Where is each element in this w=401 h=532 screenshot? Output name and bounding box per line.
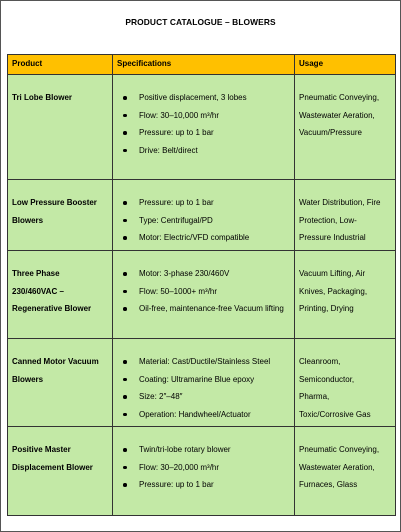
table-row [8,75,396,180]
spec-list [117,89,290,159]
usage-line: Toxic/Corrosive Gas [299,409,371,419]
specifications-cell [113,251,295,339]
usage-line: Pressure Industrial [299,233,366,243]
header-specifications: Specifications [113,55,295,75]
product-cell [8,339,113,427]
spec-item: Pressure: up to 1 bar [135,124,290,142]
product-name-line: Regenerative Blower [12,304,92,314]
usage-line: Wastewater Aeration, [299,462,375,472]
product-name-line: Blowers [12,374,44,384]
product-cell [8,427,113,516]
spec-item: Positive displacement, 3 lobes [135,89,290,107]
spec-item: Coating: Ultramarine Blue epoxy [135,371,290,389]
table-row [8,427,396,516]
usage-cell [295,251,396,339]
specifications-cell [113,75,295,180]
spec-item: Flow: 30–10,000 m³/hr [135,107,290,125]
product-name-line: Positive Master [12,445,71,454]
usage-line: Pneumatic Conveying, [299,93,380,102]
usage-cell [295,339,396,427]
document-title: PRODUCT CATALOGUE – BLOWERS [125,17,276,27]
product-cell [8,180,113,251]
product-cell [8,75,113,180]
product-name-line: Canned Motor Vacuum [12,357,99,366]
usage-line: Printing, Drying [299,304,354,314]
spec-list [117,353,290,423]
spec-item: Motor: Electric/VFD compatible [135,229,290,247]
table-row [8,251,396,339]
product-table [7,54,396,516]
spec-item: Operation: Handwheel/Actuator [135,406,290,424]
usage-cell [295,75,396,180]
usage-line: Vacuum/Pressure [299,128,362,138]
spec-item: Motor: 3-phase 230/460V [135,265,290,283]
spec-item: Flow: 30–20,000 m³/hr [135,459,290,477]
product-cell [8,251,113,339]
usage-line: Pharma, [299,392,330,402]
spec-item: Twin/tri-lobe rotary blower [135,441,290,459]
spec-item: Drive: Belt/direct [135,142,290,160]
product-name-line: Tri Lobe Blower [12,93,73,102]
header-product: Product [8,55,113,75]
product-name-line: Blowers [12,215,44,225]
specifications-cell [113,180,295,251]
spec-item: Flow: 50–1000+ m³/hr [135,283,290,301]
usage-line: Wastewater Aeration, [299,110,375,120]
usage-line: Furnaces, Glass [299,480,358,490]
product-name-line: Low Pressure Booster [12,198,97,207]
spec-item: Pressure: up to 1 bar [135,476,290,494]
specifications-cell [113,427,295,516]
product-name-line: Three Phase [12,269,60,278]
usage-line: Knives, Packaging, [299,286,368,296]
spec-item: Oil-free, maintenance-free Vacuum lifting [135,300,290,318]
spec-list [117,194,290,247]
table-row [8,180,396,251]
header-usage: Usage [295,55,396,75]
table-row [8,339,396,427]
usage-line: Protection, Low- [299,215,357,225]
specifications-cell [113,339,295,427]
usage-cell [295,180,396,251]
usage-line: Water Distribution, Fire [299,198,381,207]
spec-list [117,265,290,318]
product-name-line: Displacement Blower [12,462,93,472]
spec-item: Pressure: up to 1 bar [135,194,290,212]
spec-list [117,441,290,494]
product-name-line: 230/460VAC – [12,286,64,296]
spec-item: Size: 2″–48″ [135,388,290,406]
table-header-row [8,55,396,75]
usage-line: Semiconductor, [299,374,355,384]
usage-line: Vacuum Lifting, Air [299,269,366,278]
usage-cell [295,427,396,516]
usage-line: Pneumatic Conveying, [299,445,380,454]
spec-item: Type: Centrifugal/PD [135,212,290,230]
spec-item: Material: Cast/Ductile/Stainless Steel [135,353,290,371]
usage-line: Cleanroom, [299,357,341,366]
